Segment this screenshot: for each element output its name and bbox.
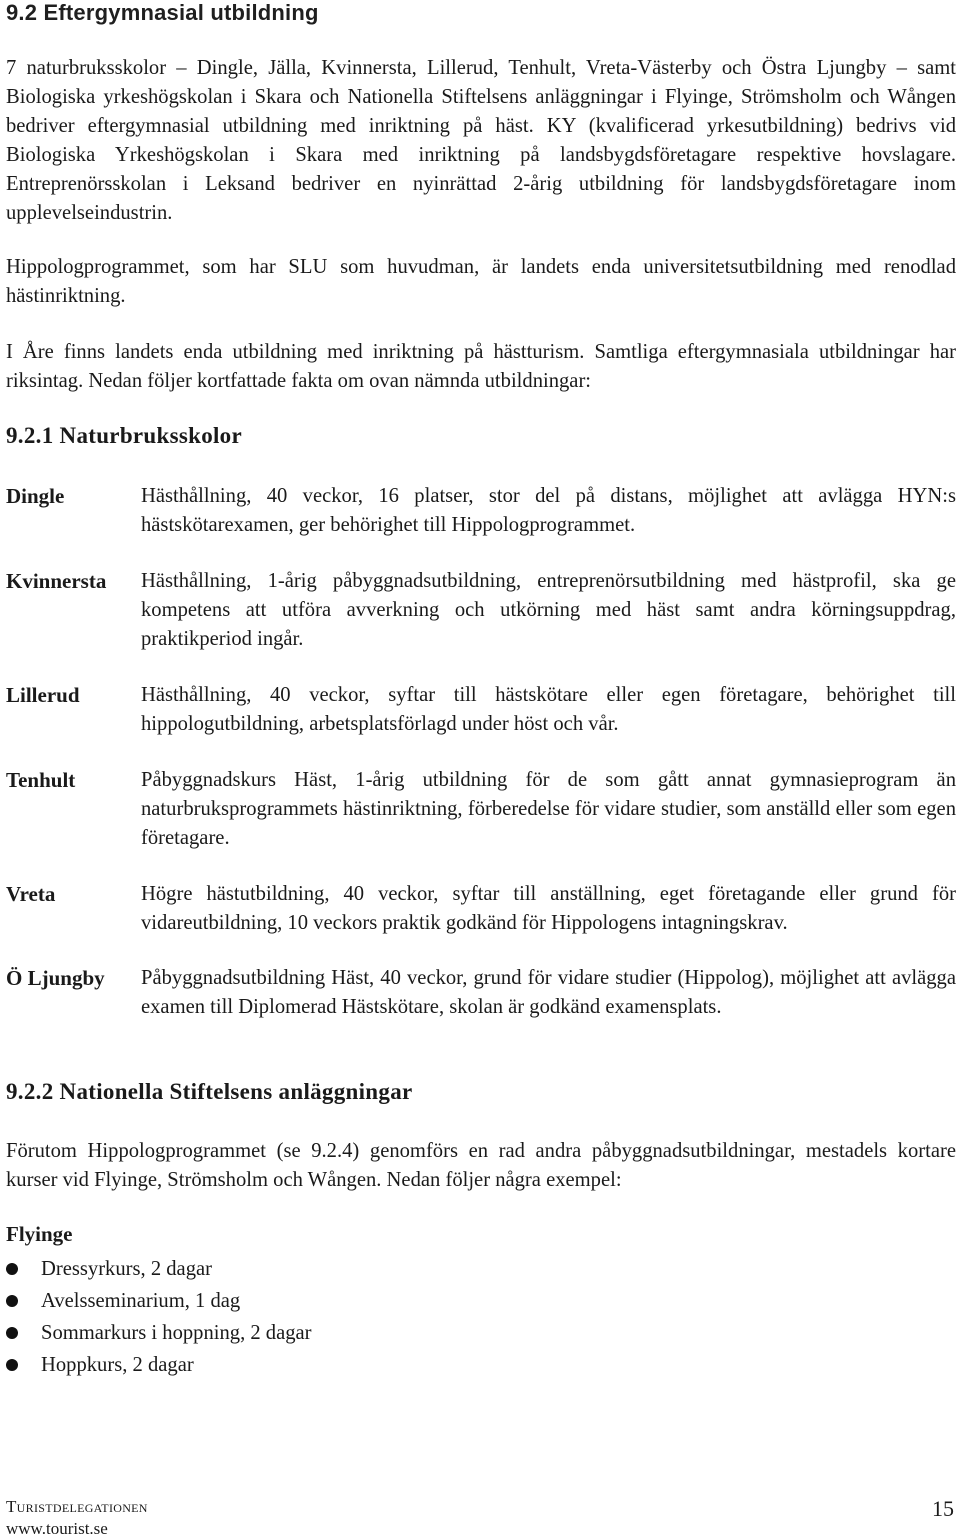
list-item bbox=[6, 1317, 312, 1349]
footer-website[interactable]: www.tourist.se bbox=[6, 1519, 108, 1538]
school-name: Tenhult bbox=[6, 768, 76, 792]
intro-paragraph: 7 naturbruksskolor – Dingle, Jälla, Kvinnersta, Lillerud, Tenhult, Vreta-Västerby och Östra Ljungby – samt Biologiska yrkeshögskolan i Skara och Nationella Stiftelsens anläggningar i Flyinge, Strömsholm och Wången bedriver eftergymnasial utbildning med inriktning på häst. KY (kvalificerad yrkesutbildning) bedrivs vid Biologiska Yrkeshögskolan i Skara med inriktning på landsbygdsföretagare respektive hovslagare. Entreprenörsskolan i Leksand bedriver en nyinrättad 2-årig utbildning för landsbygdsföretagare inom upplevelseindustrin. bbox=[6, 57, 956, 224]
bullet-icon bbox=[6, 1295, 18, 1307]
section-heading: 9.2 Eftergymnasial utbildning bbox=[6, 0, 319, 25]
school-name: Lillerud bbox=[6, 683, 80, 707]
school-name: Kvinnersta bbox=[6, 569, 107, 593]
list-item bbox=[6, 1349, 312, 1381]
list-item bbox=[6, 1253, 312, 1285]
school-description: Högre hästutbildning, 40 veckor, syftar till anställning, eget företagande eller grund för vidareutbildning, 10 veckors praktik godkänd för Hippologens intagningskrav. bbox=[141, 883, 956, 934]
list-item bbox=[6, 1285, 312, 1317]
subheading-nationella-stiftelsens: 9.2.2 Nationella Stiftelsens anläggningar bbox=[6, 1079, 413, 1104]
school-description: Hästhållning, 1-årig påbyggnadsutbildning, entreprenörsutbildning med hästprofil, ska ge kompetens att utföra avverkning och utkörning med häst samt andra körningsuppdrag, praktikperiod ingår. bbox=[141, 570, 956, 650]
course-label: Avelsseminarium, 1 dag bbox=[41, 1290, 241, 1312]
flyinge-course-list bbox=[6, 1253, 312, 1381]
bullet-icon bbox=[6, 1359, 18, 1371]
bullet-icon bbox=[6, 1263, 18, 1275]
nationella-paragraph: Förutom Hippologprogrammet (se 9.2.4) genomförs en rad andra påbyggnadsutbildningar, mestadels kortare kurser vid Flyinge, Strömsholm och Wången. Nedan följer några exempel: bbox=[6, 1140, 956, 1191]
course-label: Hoppkurs, 2 dagar bbox=[41, 1354, 194, 1376]
page-number: 15 bbox=[932, 1496, 954, 1521]
school-name: Vreta bbox=[6, 882, 56, 906]
are-paragraph: I Åre finns landets enda utbildning med inriktning på hästturism. Samtliga eftergymnasiala utbildningar har riksintag. Nedan följer kortfattade fakta om ovan nämnda utbildningar: bbox=[6, 341, 956, 392]
school-name: Ö Ljungby bbox=[6, 966, 105, 990]
school-name: Dingle bbox=[6, 484, 65, 508]
school-description: Påbyggnadsutbildning Häst, 40 veckor, grund för vidare studier (Hippolog), möjlighet att avlägga examen till Diplomerad Hästskötare, skolan är godkänd examensplats. bbox=[141, 967, 956, 1018]
hippolog-paragraph: Hippologprogrammet, som har SLU som huvudman, är landets enda universitetsutbildning med renodlad hästinriktning. bbox=[6, 256, 956, 307]
footer-organization: Turistdelegationen bbox=[6, 1497, 148, 1516]
school-description: Påbyggnadskurs Häst, 1-årig utbildning för de som gått annat gymnasieprogram än naturbruksprogrammets hästinriktning, förberedelse för vidare studier, som anställd eller som egen företagare. bbox=[141, 769, 956, 849]
course-label: Dressyrkurs, 2 dagar bbox=[41, 1258, 212, 1280]
flyinge-title: Flyinge bbox=[6, 1222, 73, 1246]
footer bbox=[6, 1496, 148, 1540]
school-description: Hästhållning, 40 veckor, 16 platser, stor del på distans, möjlighet att avlägga HYN:s hästskötarexamen, ger behörighet till Hippologprogrammet. bbox=[141, 485, 956, 536]
bullet-icon bbox=[6, 1327, 18, 1339]
course-label: Sommarkurs i hoppning, 2 dagar bbox=[41, 1322, 312, 1344]
subheading-naturbruksskolor: 9.2.1 Naturbruksskolor bbox=[6, 423, 242, 448]
school-description: Hästhållning, 40 veckor, syftar till hästskötare eller egen företagare, behörighet till hippologutbildning, arbetsplatsförlagd under höst och vår. bbox=[141, 684, 956, 735]
